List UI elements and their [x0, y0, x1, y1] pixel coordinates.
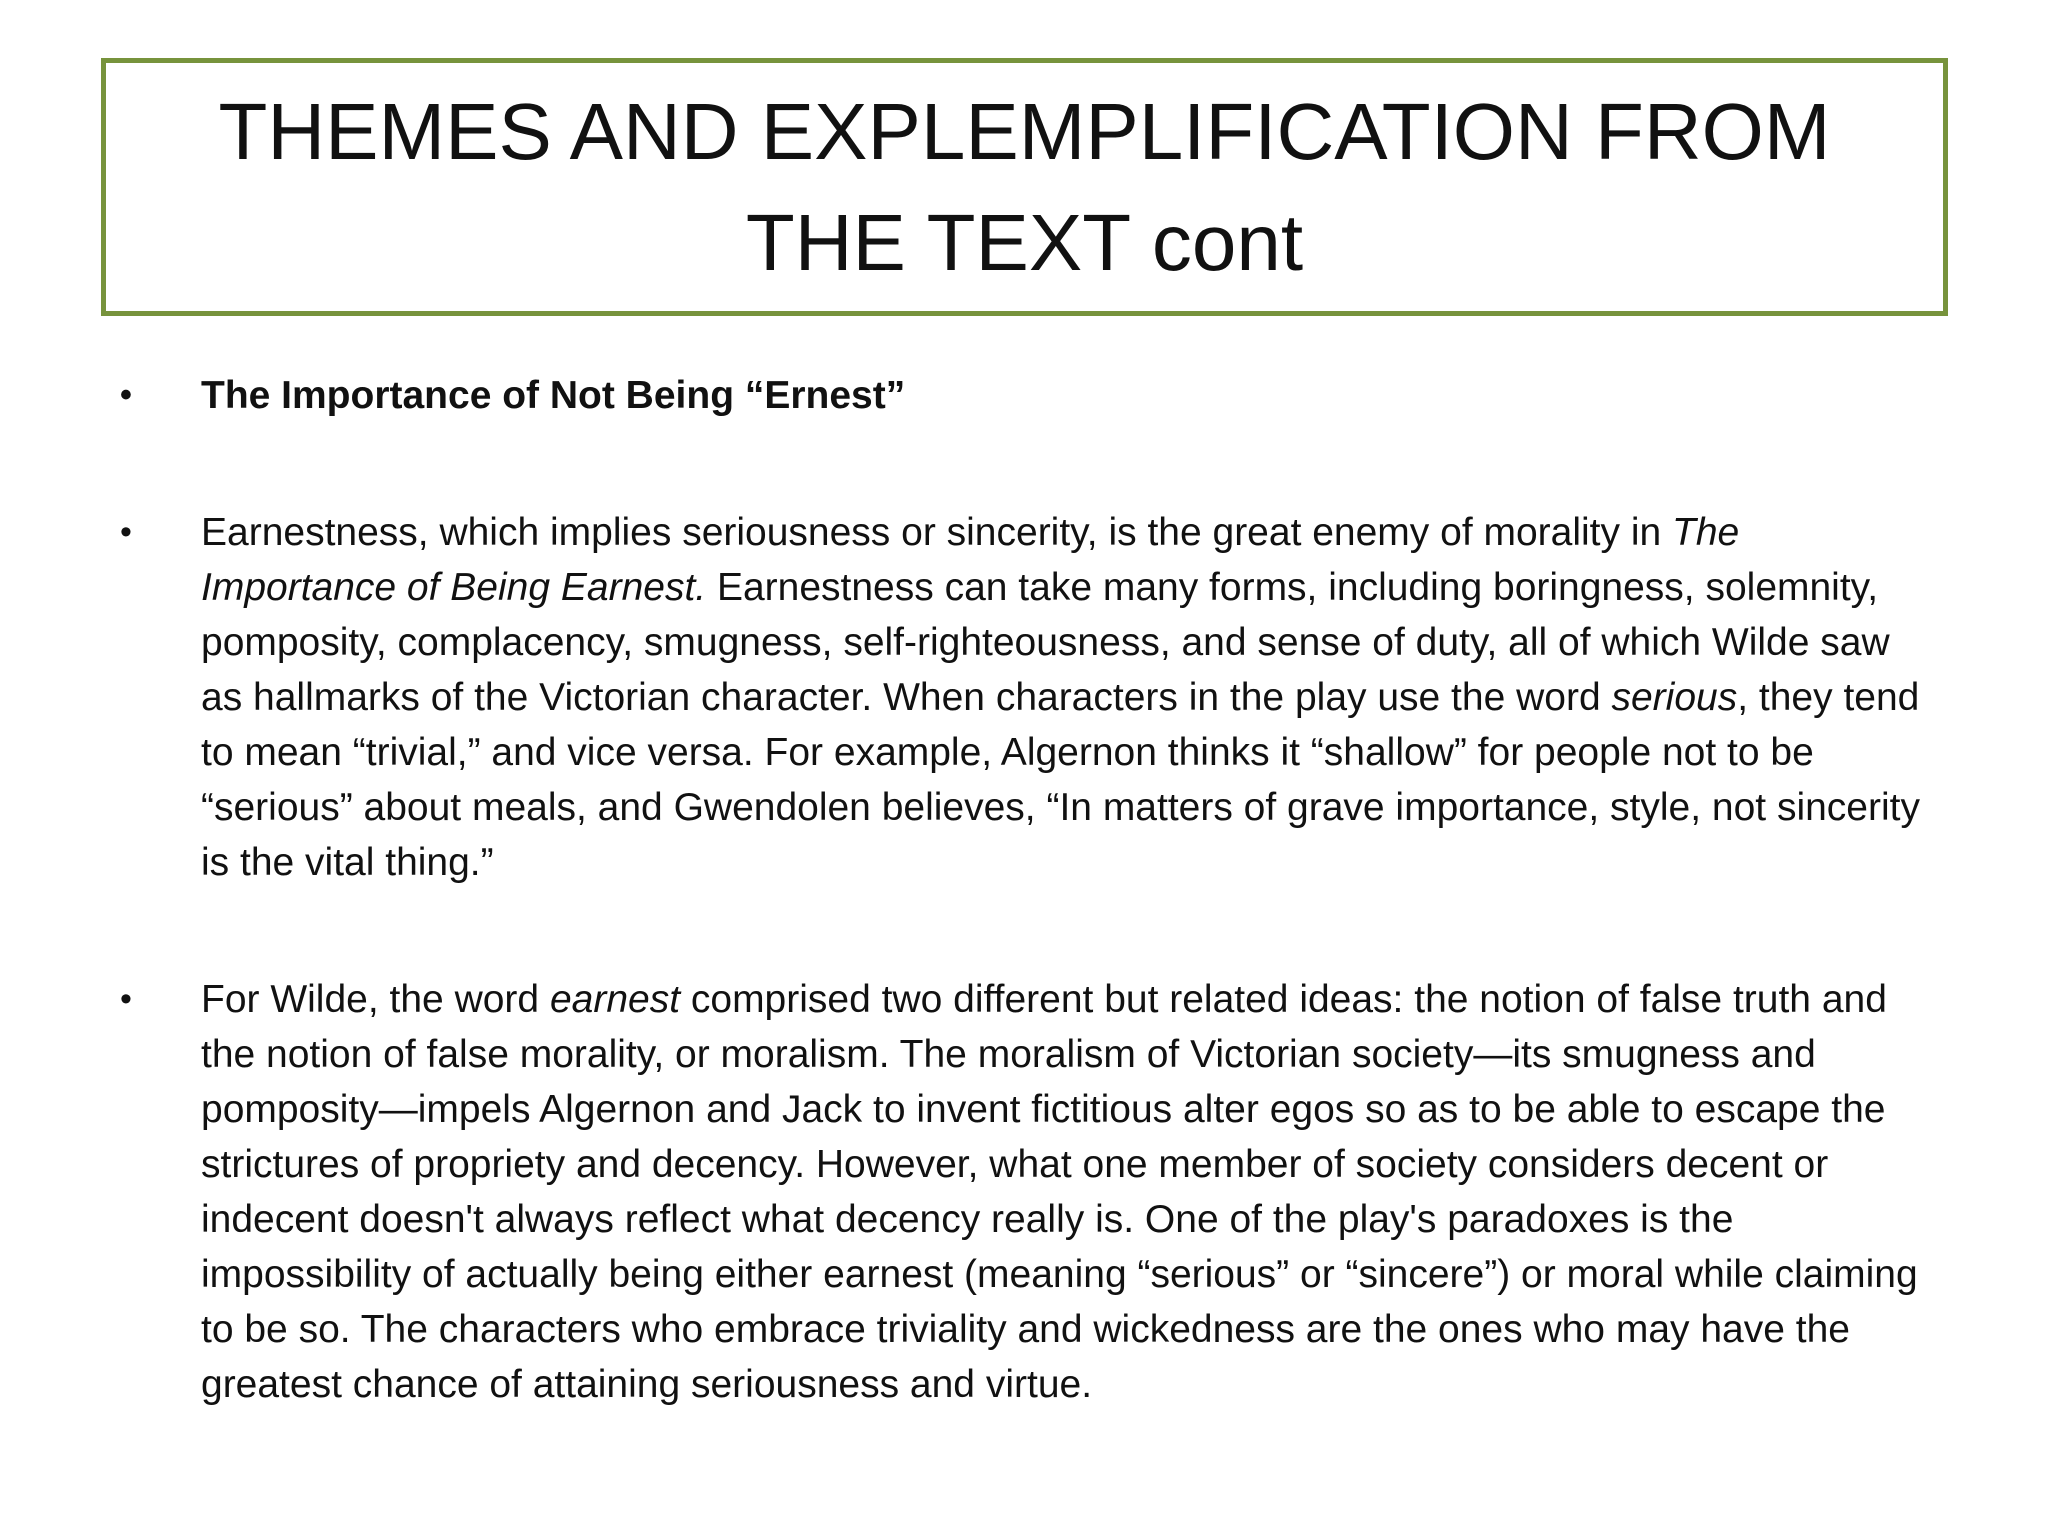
- paragraph-2-italic-earnest: earnest: [549, 978, 681, 1021]
- list-item-paragraph-1: [120, 505, 1950, 890]
- paragraph-1-italic-serious: serious: [1611, 676, 1738, 719]
- paragraph-2-text-b: comprised two different but related ideas: the notion of false truth and the notion of false morality, or moralism. The moralism of Victorian society—its smugness and pomposity—impels Algernon and Jack to invent fictitious alter egos so as to be able to escape the strictures of propriety and decency. However, what one member of society considers decent or indecent doesn't always reflect what decency really is. One of the play's paradoxes is the impossibility of actually being either earnest (meaning “serious” or “sincere”) or moral while claiming to be so. The characters who embrace triviality and wickedness are the ones who may have the greatest chance of attaining seriousness and virtue.: [201, 978, 1918, 1406]
- list-item-paragraph-2: [120, 972, 1950, 1412]
- title-box: [101, 58, 1948, 316]
- paragraph-1-text-b: Earnestness can take many forms, including boringness, solemnity, pomposity, complacency, smugness, self-righteousness, and sense of duty, all of which Wilde saw as hallmarks of the Victorian character. When characters in the play use the word: [201, 566, 1890, 719]
- paragraph-1-text-a: Earnestness, which implies seriousness or sincerity, is the great enemy of morality in: [201, 511, 1673, 554]
- paragraph-1: [201, 505, 1950, 890]
- bullet-icon: •: [120, 980, 132, 1018]
- bullet-icon: •: [120, 513, 132, 551]
- paragraph-2: [201, 972, 1950, 1412]
- paragraph-2-text-a: For Wilde, the word: [201, 978, 550, 1021]
- bullet-heading-text: The Importance of Not Being “Ernest”: [201, 374, 906, 417]
- bullet-icon: •: [120, 376, 132, 414]
- paragraph-1-text-c: , they tend to mean “trivial,” and vice versa. For example, Algernon thinks it “shallow” for people not to be “serious” about meals, and Gwendolen believes, “In matters of grave importance, style, not sincerity is the vital thing.”: [201, 676, 1920, 884]
- bullet-list: [120, 368, 1950, 1412]
- list-item-heading: [120, 368, 1950, 423]
- paragraph-1-italic-title: The Importance of Being Earnest.: [201, 511, 1740, 609]
- slide-title: THEMES AND EXPLEMPLIFICATION FROM THE TEXT cont: [218, 87, 1831, 287]
